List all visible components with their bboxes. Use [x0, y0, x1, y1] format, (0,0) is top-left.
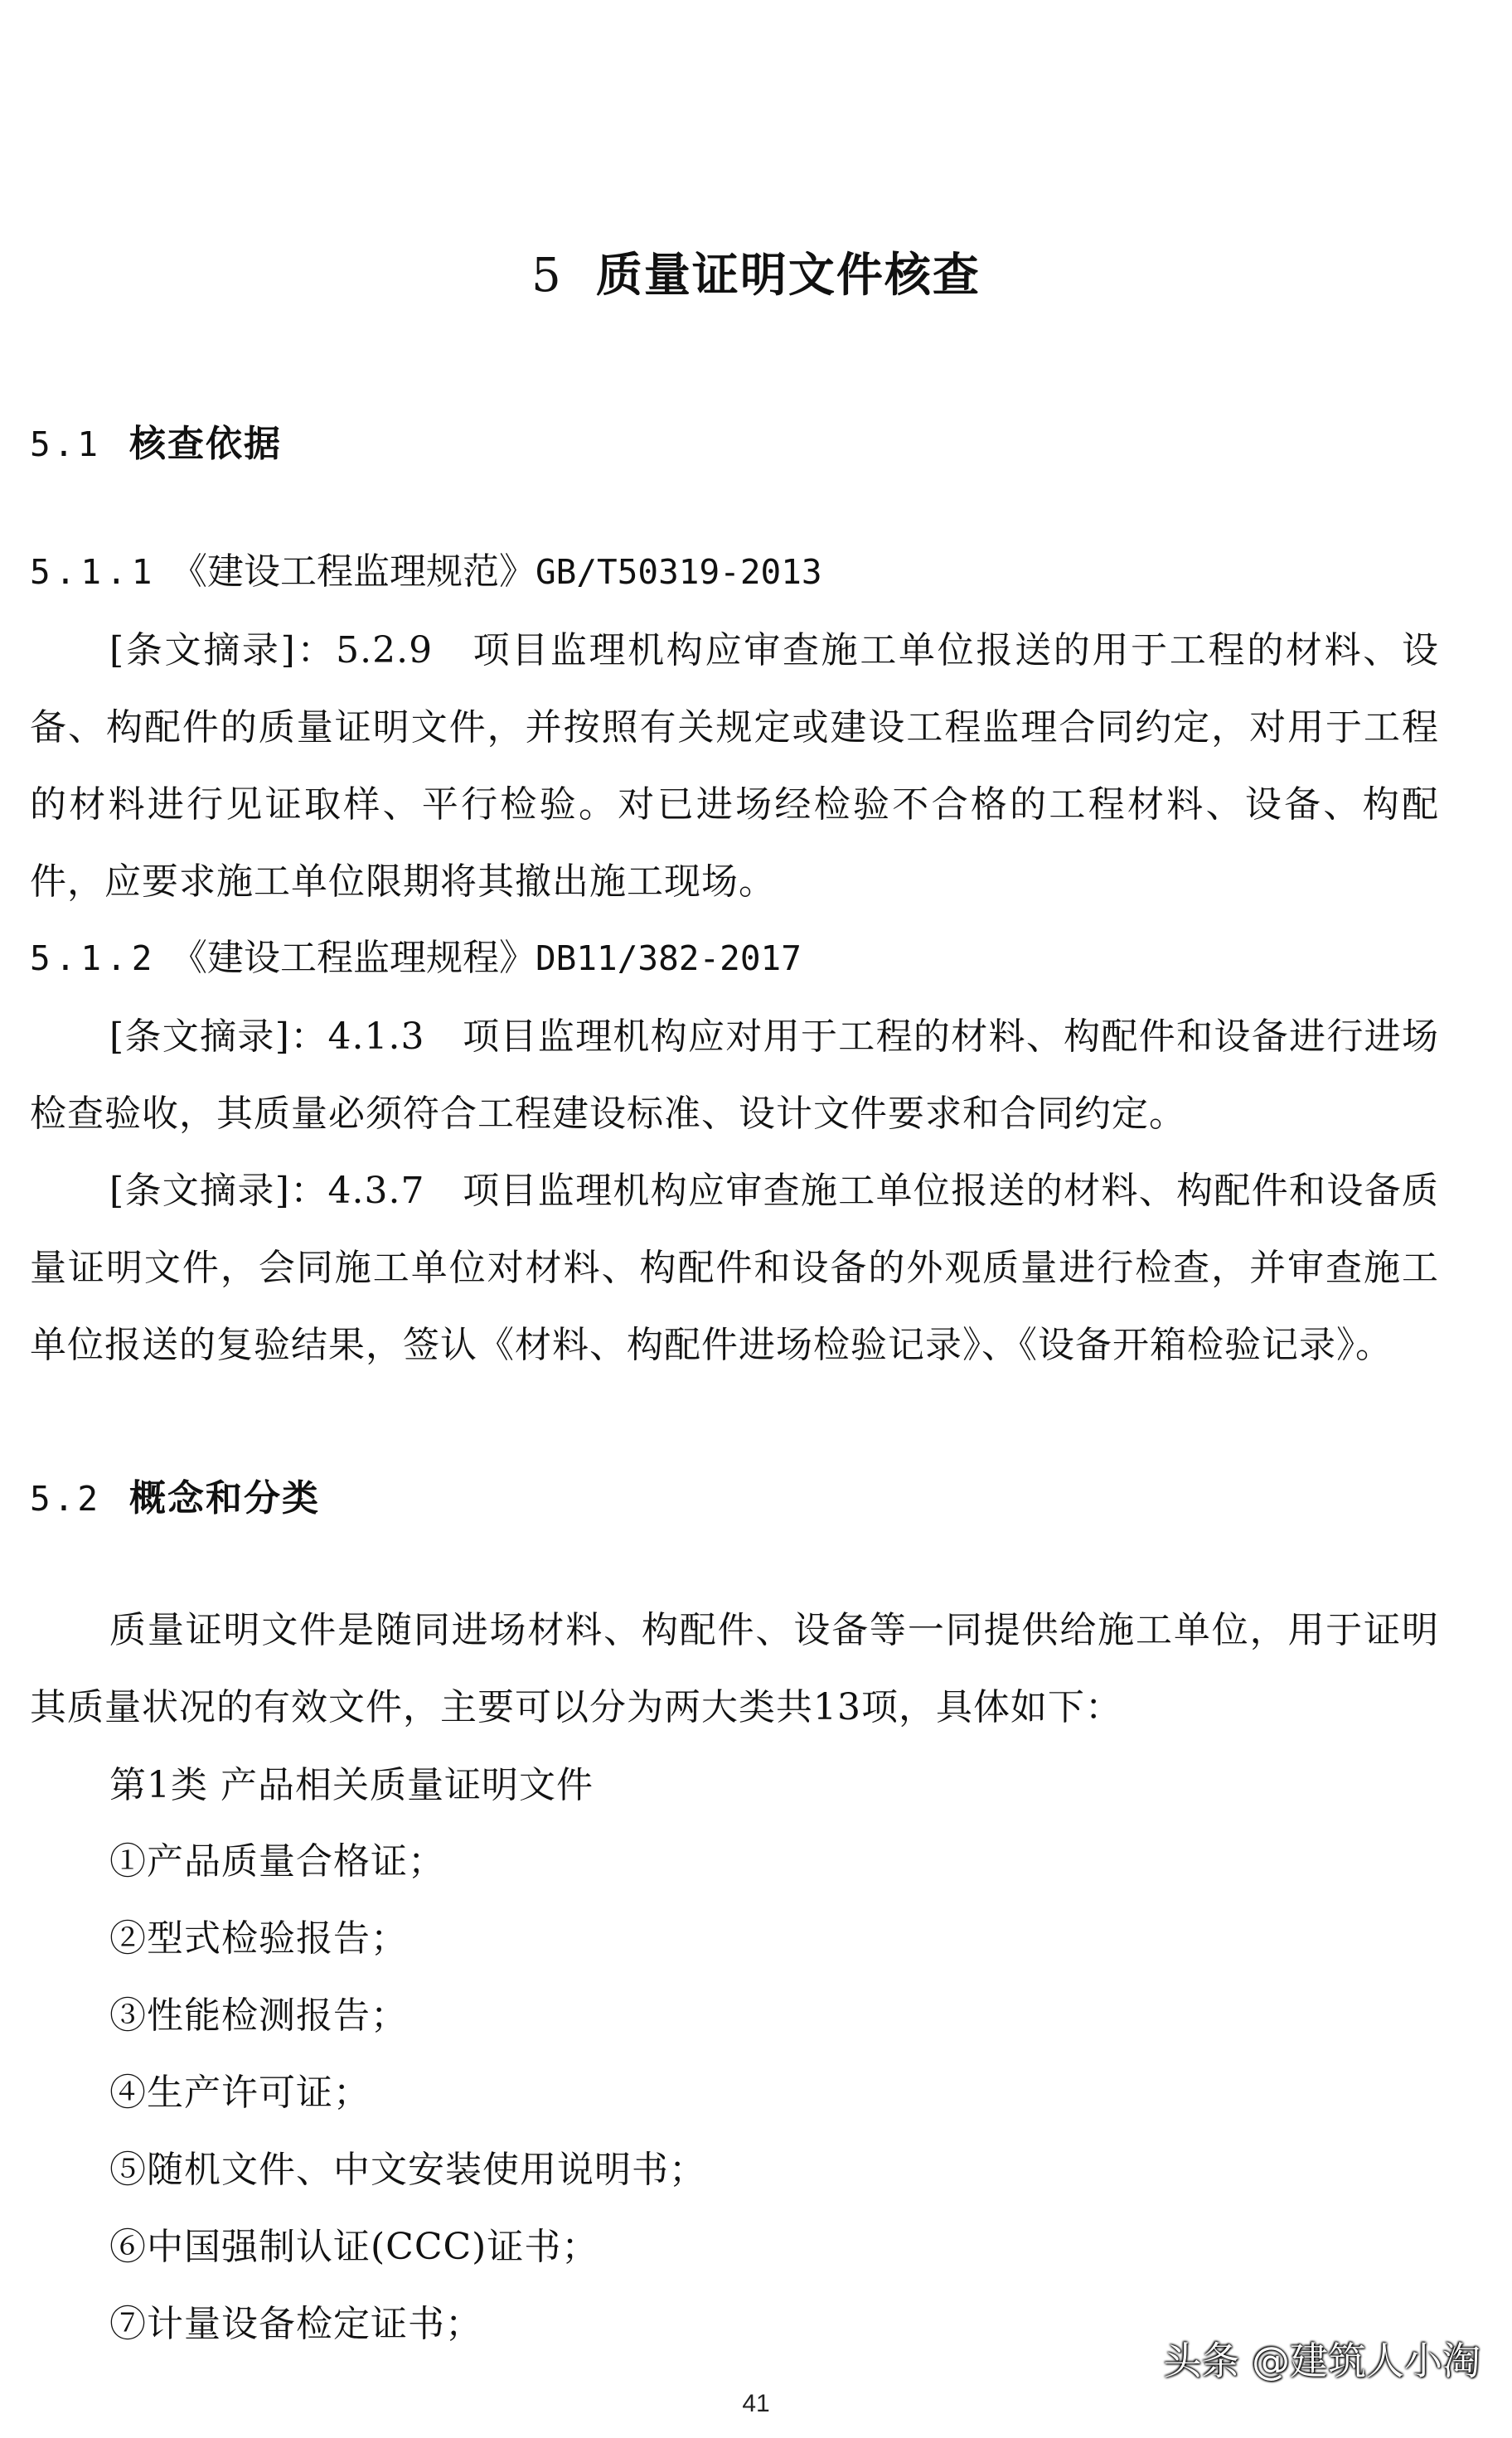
standard-code: DB11/382-2017: [536, 938, 802, 978]
subsection-number: 5.1.1: [30, 552, 158, 592]
subsection-number: 5.1.2: [30, 938, 158, 978]
section-number: 5.2: [30, 1479, 102, 1519]
section-title: 核查依据: [129, 423, 282, 465]
list-item: ④生产许可证；: [109, 2072, 371, 2114]
list-item: ⑤随机文件、中文安装使用说明书；: [109, 2149, 706, 2191]
section-title: 概念和分类: [129, 1477, 320, 1520]
section-5-1-heading: [30, 419, 282, 469]
subsection-title: 《建设工程监理规范》: [171, 550, 536, 593]
list-item: ①产品质量合格证；: [109, 1840, 445, 1883]
standard-code: GB/T50319-2013: [536, 552, 822, 592]
list-item: ⑦计量设备检定证书；: [109, 2303, 482, 2345]
clause-excerpt-paragraph: [30, 998, 1439, 1152]
body-paragraph: [30, 1592, 1439, 1746]
chapter-title-text: 质量证明文件核查: [595, 248, 981, 303]
source-watermark: 头条 @建筑人小淘: [1163, 2339, 1480, 2383]
list-item: ③性能检测报告；: [109, 1995, 408, 2037]
section-5-2-heading: [30, 1474, 320, 1524]
clause-excerpt-paragraph: [30, 612, 1439, 920]
page-number: 41: [742, 2390, 770, 2417]
list-item: ⑥中国强制认证(CCC)证书；: [109, 2226, 599, 2268]
list-item: ②型式检验报告；: [109, 1917, 408, 1960]
clause-text: ：5.2.9 项目监理机构应审查施工单位报送的用于工程的材料、设备、构配件的质量证明文件，并按照有关规定或建设工程监理合同约定，对用于工程的材料进行见证取样、平行检验。对已进场经检验不合格的工程材料、设备、构配件，应要求施工单位限期将其撤出施工现场。: [30, 629, 1439, 903]
chapter-title: [0, 245, 1512, 306]
clause-excerpt-paragraph: [30, 1152, 1439, 1384]
category-heading: 第1类 产品相关质量证明文件: [109, 1764, 594, 1806]
chapter-number: 5: [531, 249, 563, 303]
clause-text: ：4.1.3 项目监理机构应对用于工程的材料、构配件和设备进行进场检查验收，其质量必须符合工程建设标准、设计文件要求和合同约定。: [30, 1015, 1439, 1135]
clause-text: ：4.3.7 项目监理机构应审查施工单位报送的材料、构配件和设备质量证明文件，会同施工单位对材料、构配件和设备的外观质量进行检查，并审查施工单位报送的复验结果，签认《材料、构配件进场检验记录》、《设备开箱检验记录》。: [30, 1170, 1439, 1366]
subsection-title: 《建设工程监理规程》: [171, 937, 536, 979]
clause-tag: [条文摘录]: [109, 1170, 290, 1212]
subsection-5-1-1-heading: [30, 547, 822, 597]
subsection-5-1-2-heading: [30, 933, 802, 983]
body-text: 质量证明文件是随同进场材料、构配件、设备等一同提供给施工单位，用于证明其质量状况的有效文件，主要可以分为两大类共13项，具体如下：: [30, 1609, 1439, 1728]
clause-tag: [条文摘录]: [109, 1015, 290, 1058]
section-number: 5.1: [30, 424, 102, 464]
clause-tag: [条文摘录]: [109, 629, 296, 671]
